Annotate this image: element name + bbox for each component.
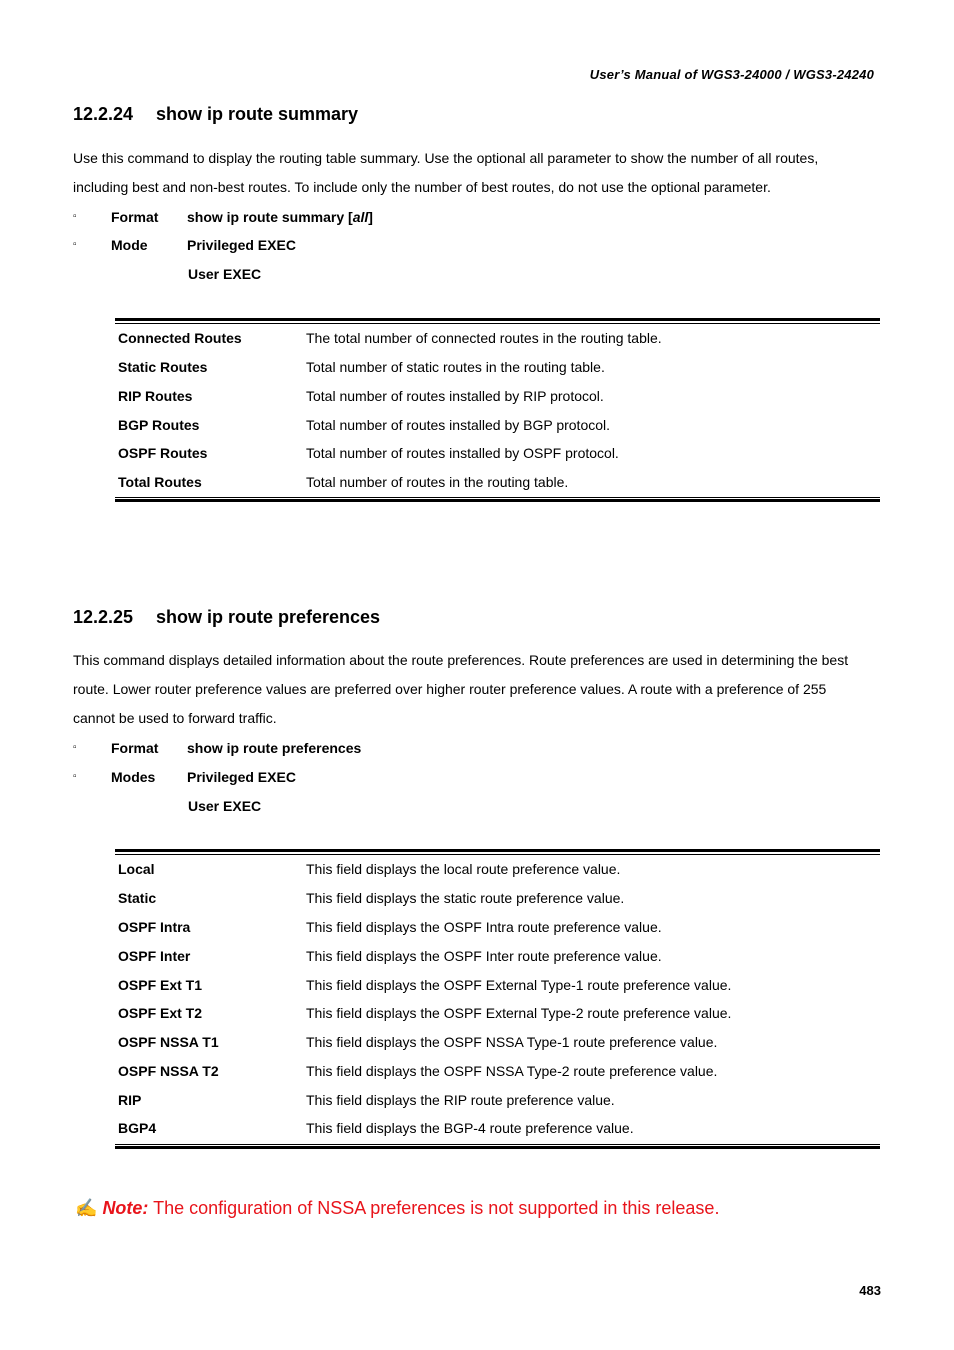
format-value: show ip route preferences (187, 740, 362, 756)
format-label: Format (111, 740, 159, 756)
bullet-icon: ▫ (73, 771, 77, 782)
row-term: OSPF Ext T2 (118, 1005, 203, 1021)
table-row (115, 884, 880, 913)
mode-label: Mode (111, 237, 148, 253)
section-description (73, 144, 883, 202)
row-term: OSPF NSSA T2 (118, 1063, 219, 1079)
row-term: Connected Routes (118, 330, 242, 346)
table-rule (115, 497, 880, 498)
section-title: show ip route preferences (156, 607, 381, 627)
table-row (115, 999, 880, 1028)
format-value: show ip route summary [all] (187, 209, 373, 225)
table-row (115, 855, 880, 884)
row-desc: The total number of connected routes in the routing table. (306, 330, 662, 346)
description-line: Use this command to display the routing table summary. Use the optional all parameter to show the number of all routes, (73, 150, 819, 166)
row-desc: This field displays the RIP route preference value. (306, 1092, 615, 1108)
table-row (115, 1057, 880, 1086)
row-term: Static Routes (118, 359, 208, 375)
row-desc: This field displays the BGP-4 route preference value. (306, 1120, 634, 1136)
row-desc: This field displays the OSPF NSSA Type-2 route preference value. (306, 1063, 718, 1079)
table-row (115, 353, 880, 382)
note-text: The configuration of NSSA preferences is not supported in this release. (153, 1198, 720, 1218)
row-desc: Total number of routes in the routing table. (306, 474, 569, 490)
row-term: OSPF Inter (118, 948, 191, 964)
table-rule (115, 849, 880, 852)
section-number: 12.2.25 (73, 607, 134, 627)
table-rule (115, 499, 880, 502)
row-term: OSPF Ext T1 (118, 977, 203, 993)
row-desc: This field displays the OSPF Intra route preference value. (306, 919, 662, 935)
table-row (115, 468, 880, 497)
table-row (115, 1086, 880, 1115)
table-row (115, 942, 880, 971)
table-rule (115, 1144, 880, 1145)
row-term: OSPF Intra (118, 919, 191, 935)
table-rule (115, 318, 880, 321)
row-term: Total Routes (118, 474, 202, 490)
table-row (115, 913, 880, 942)
summary-table (115, 318, 880, 504)
table-row (115, 1028, 880, 1057)
bullet-icon: ▫ (73, 239, 77, 250)
description-line: This command displays detailed information about the route preferences. Route preferences are used in determining the best (73, 652, 849, 668)
row-term: RIP Routes (118, 388, 193, 404)
row-desc: This field displays the local route preference value. (306, 861, 621, 877)
table-row (115, 1114, 880, 1143)
description-line: route. Lower router preference values are preferred over higher router preference values. A route with a preference of 255 (73, 681, 827, 697)
row-term: OSPF NSSA T1 (118, 1034, 219, 1050)
row-term: BGP4 (118, 1120, 157, 1136)
pencil-icon: ✍ (75, 1198, 98, 1218)
section-heading-preferences (73, 607, 380, 628)
running-header: User’s Manual of WGS3-24000 / WGS3-24240 (589, 67, 874, 82)
row-desc: This field displays the OSPF Inter route preference value. (306, 948, 662, 964)
table-row (115, 971, 880, 1000)
table-row (115, 382, 880, 411)
format-label: Format (111, 209, 159, 225)
section-number: 12.2.24 (73, 104, 134, 124)
row-desc: This field displays the OSPF External Type-2 route preference value. (306, 1005, 732, 1021)
row-desc: Total number of routes installed by OSPF protocol. (306, 445, 619, 461)
row-desc: This field displays the OSPF External Type-1 route preference value. (306, 977, 732, 993)
row-desc: This field displays the OSPF NSSA Type-1 route preference value. (306, 1034, 718, 1050)
table-row (115, 411, 880, 440)
row-desc: Total number of routes installed by BGP protocol. (306, 417, 611, 433)
mode-value: User EXEC (188, 798, 262, 814)
row-term: Static (118, 890, 157, 906)
note-label: Note: (102, 1198, 149, 1218)
mode-value: Privileged EXEC (187, 237, 296, 253)
row-desc: This field displays the static route preference value. (306, 890, 625, 906)
row-term: Local (118, 861, 155, 877)
section-title: show ip route summary (156, 104, 359, 124)
section-description (73, 646, 883, 733)
row-term: OSPF Routes (118, 445, 208, 461)
mode-value: User EXEC (188, 266, 262, 282)
mode-value: Privileged EXEC (187, 769, 296, 785)
preferences-table (115, 849, 880, 1152)
table-rule (115, 1146, 880, 1149)
page-number: 483 (859, 1283, 881, 1298)
table-row (115, 324, 880, 353)
row-term: RIP (118, 1092, 142, 1108)
table-row (115, 439, 880, 468)
note (75, 1198, 719, 1219)
format-param: all (352, 209, 369, 225)
row-desc: Total number of routes installed by RIP protocol. (306, 388, 604, 404)
bullet-icon: ▫ (73, 742, 77, 753)
description-line: cannot be used to forward traffic. (73, 710, 277, 726)
row-term: BGP Routes (118, 417, 200, 433)
description-line: including best and non-best routes. To include only the number of best routes, do not use the optional parameter. (73, 179, 771, 195)
row-desc: Total number of static routes in the routing table. (306, 359, 605, 375)
section-heading-summary (73, 104, 358, 125)
bullet-icon: ▫ (73, 211, 77, 222)
mode-label: Modes (111, 769, 156, 785)
